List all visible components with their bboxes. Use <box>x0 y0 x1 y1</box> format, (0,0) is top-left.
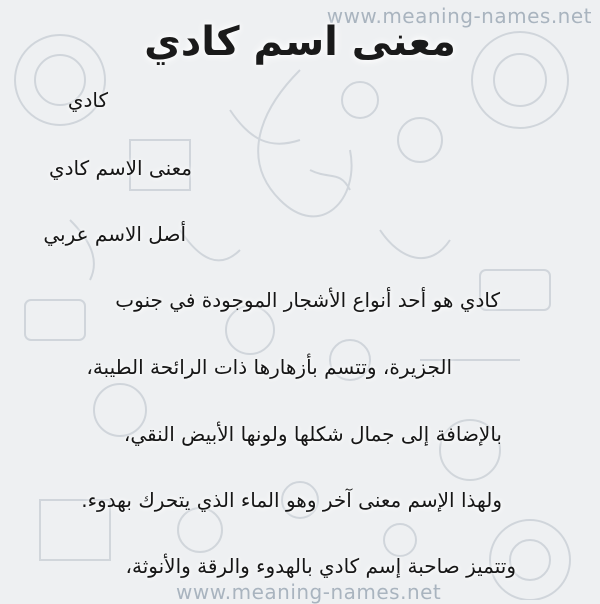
watermark-site-url: www.meaning-names.net <box>326 4 592 28</box>
description-line: كادي هو أحد أنواع الأشجار الموجودة في جنوب <box>115 288 500 312</box>
watermark-site-url-bottom: www.meaning-names.net <box>176 580 442 604</box>
name-line: كادي <box>67 88 108 112</box>
title-bar <box>130 6 470 78</box>
origin-line: أصل الاسم عربي <box>43 222 186 246</box>
description-line: الجزيرة، وتتسم بأزهارها ذات الرائحة الطيبة، <box>86 355 452 379</box>
description-line: وتتميز صاحبة إسم كادي بالهدوء والرقة والأنوثة، <box>125 554 516 578</box>
description-line: بالإضافة إلى جمال شكلها ولونها الأبيض النقي، <box>123 422 502 446</box>
description-line: ولهذا الإسم معنى آخر وهو الماء الذي يتحرك بهدوء. <box>81 488 502 512</box>
meaning-heading-line: معنى الاسم كادي <box>49 156 192 180</box>
page-title: معنى اسم كادي <box>144 19 456 65</box>
